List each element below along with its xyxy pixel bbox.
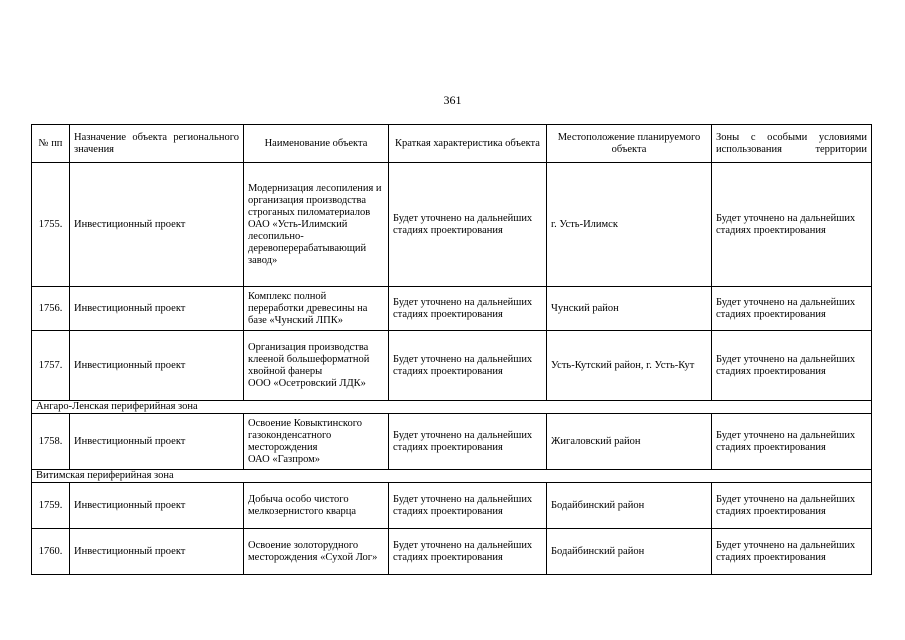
row-name: Освоение золоторудного месторождения «Сухой Лог» — [244, 529, 389, 575]
header-purpose: Назначение объекта регионального значения — [70, 125, 244, 163]
header-num: № пп — [32, 125, 70, 163]
row-characteristic: Будет уточнено на дальнейших стадиях проектирования — [389, 163, 547, 287]
row-location: Чунский район — [547, 287, 712, 331]
header-zones: Зоны с особыми условиями использования территории — [712, 125, 872, 163]
header-location: Местоположение планируемого объекта — [547, 125, 712, 163]
table-row — [32, 287, 872, 331]
row-purpose: Инвестиционный проект — [70, 483, 244, 529]
table-row — [32, 483, 872, 529]
row-number: 1756. — [32, 287, 70, 331]
row-zones: Будет уточнено на дальнейших стадиях проектирования — [712, 331, 872, 401]
zone-heading-row — [32, 470, 872, 483]
row-name: Освоение Ковыктинского газоконденсатного месторождения ОАО «Газпром» — [244, 414, 389, 470]
row-purpose: Инвестиционный проект — [70, 414, 244, 470]
row-location: Бодайбинский район — [547, 483, 712, 529]
row-zones: Будет уточнено на дальнейших стадиях проектирования — [712, 414, 872, 470]
row-purpose: Инвестиционный проект — [70, 287, 244, 331]
zone-heading: Ангаро-Ленская периферийная зона — [32, 401, 872, 414]
header-characteristic: Краткая характеристика объекта — [389, 125, 547, 163]
row-number: 1759. — [32, 483, 70, 529]
row-characteristic: Будет уточнено на дальнейших стадиях проектирования — [389, 287, 547, 331]
row-characteristic: Будет уточнено на дальнейших стадиях проектирования — [389, 483, 547, 529]
row-zones: Будет уточнено на дальнейших стадиях проектирования — [712, 163, 872, 287]
row-characteristic: Будет уточнено на дальнейших стадиях проектирования — [389, 529, 547, 575]
row-number: 1755. — [32, 163, 70, 287]
table-row — [32, 331, 872, 401]
row-name: Организация производства клееной большеформатной хвойной фанеры ООО «Осетровский ЛДК» — [244, 331, 389, 401]
row-number: 1757. — [32, 331, 70, 401]
table-row — [32, 414, 872, 470]
row-zones: Будет уточнено на дальнейших стадиях проектирования — [712, 529, 872, 575]
row-location: г. Усть-Илимск — [547, 163, 712, 287]
row-purpose: Инвестиционный проект — [70, 163, 244, 287]
header-name: Наименование объекта — [244, 125, 389, 163]
row-purpose: Инвестиционный проект — [70, 529, 244, 575]
row-name: Модернизация лесопиления и организация производства строганых пиломатериалов ОАО «Усть-Илимский лесопильно-деревоперерабатывающий завод» — [244, 163, 389, 287]
row-number: 1760. — [32, 529, 70, 575]
row-name: Комплекс полной переработки древесины на базе «Чунский ЛПК» — [244, 287, 389, 331]
row-characteristic: Будет уточнено на дальнейших стадиях проектирования — [389, 414, 547, 470]
table-row — [32, 529, 872, 575]
row-location: Бодайбинский район — [547, 529, 712, 575]
zone-heading-row — [32, 401, 872, 414]
row-zones: Будет уточнено на дальнейших стадиях проектирования — [712, 287, 872, 331]
row-name: Добыча особо чистого мелкозернистого кварца — [244, 483, 389, 529]
row-location: Жигаловский район — [547, 414, 712, 470]
header-row — [32, 125, 872, 163]
table-row — [32, 163, 872, 287]
row-location: Усть-Кутский район, г. Усть-Кут — [547, 331, 712, 401]
objects-table — [31, 124, 872, 575]
zone-heading: Витимская периферийная зона — [32, 470, 872, 483]
page-number: 361 — [443, 93, 462, 107]
row-number: 1758. — [32, 414, 70, 470]
row-zones: Будет уточнено на дальнейших стадиях проектирования — [712, 483, 872, 529]
row-purpose: Инвестиционный проект — [70, 331, 244, 401]
row-characteristic: Будет уточнено на дальнейших стадиях проектирования — [389, 331, 547, 401]
